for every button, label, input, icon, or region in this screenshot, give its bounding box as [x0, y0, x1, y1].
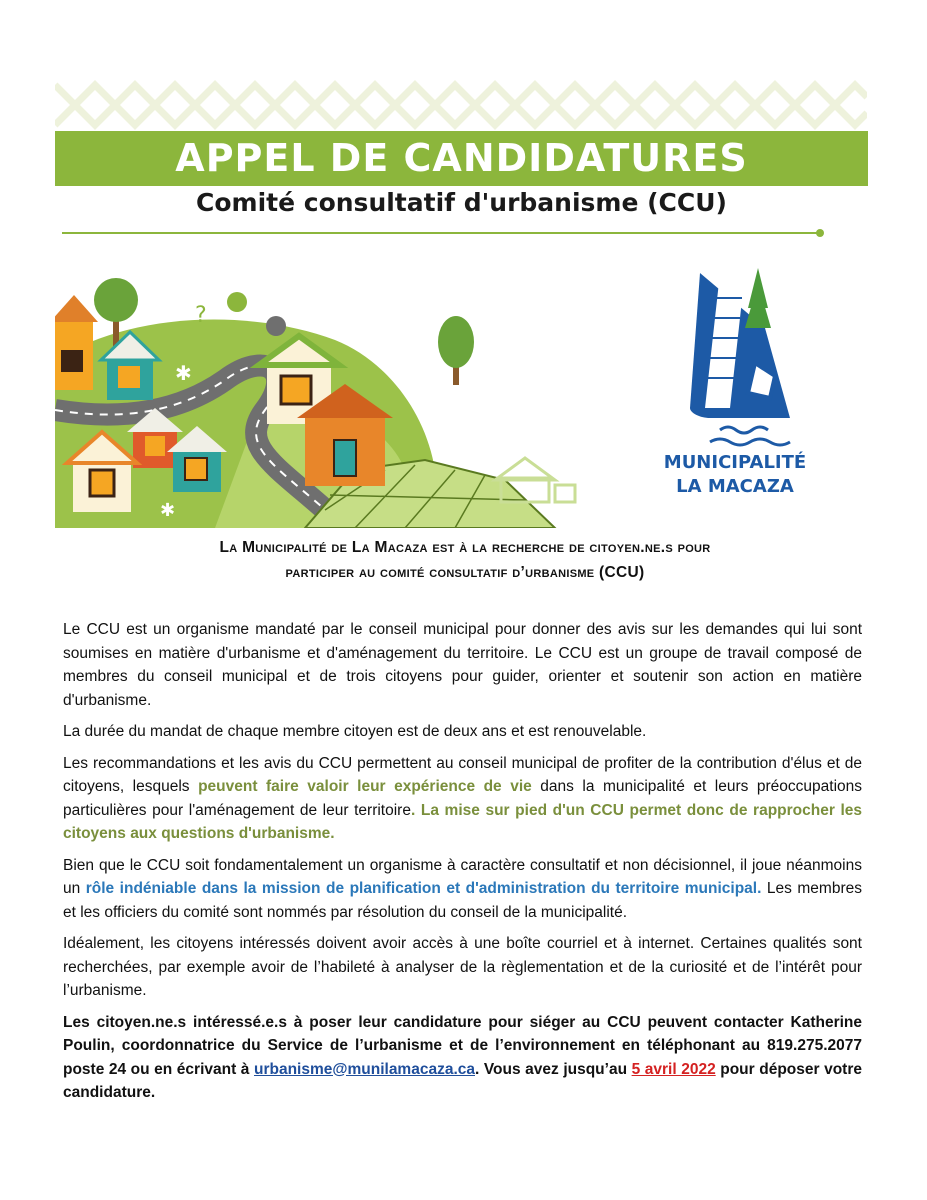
paragraph-contact: Les citoyen.ne.s intéressé.e.s à poser leur candidature pour siéger au CCU peuvent contacter Katherine Poulin, coordonnatrice du Service de l’urbanisme et de l’environnement en téléphonant au 819.275.2077 poste 24 ou en écrivant à urbanisme@munilamacaza.ca. Vous avez jusqu’au 5 avril 2022 pour déposer votre candidature.: [63, 1013, 862, 1101]
question-mark-icon: ?: [195, 303, 207, 328]
headline-line1: La Municipalité de La Macaza est à la recherche de citoyen.ne.s pour: [219, 539, 711, 556]
headline-line2: participer au comité consultatif d’urbanisme (CCU): [285, 564, 645, 581]
paragraph-mandate-duration: La durée du mandat de chaque membre citoyen est de deux ans et est renouvelable.: [63, 723, 647, 740]
highlight-ccu-purpose: . La mise sur pied d'un CCU permet donc de rapprocher les citoyens aux questions d'urbanisme.: [63, 801, 863, 842]
highlight-role: rôle indéniable dans la mission de planification et d'administration du territoire municipal.: [85, 880, 762, 897]
paragraph-consultative-role: Bien que le CCU soit fondamentalement un organisme à caractère consultatif et non décisionnel, il joue néanmoins un rôle indéniable dans la mission de planification et d'administration du territoire municipal. Les membres et les officiers du comité sont nommés par résolution du conseil de la municipalité.: [63, 856, 862, 921]
house-yellow-left: [55, 295, 98, 390]
svg-text:✱: ✱: [160, 500, 176, 521]
deadline-date: 5 avril 2022: [631, 1060, 716, 1078]
highlight-experience: peuvent faire valoir leur expérience de vie: [198, 778, 532, 795]
body-text: [63, 618, 862, 1113]
zigzag-pattern-decoration: [55, 70, 867, 130]
divider-rule: [62, 226, 827, 240]
banner-subtitle: Comité consultatif d'urbanisme (CCU): [196, 188, 727, 217]
paragraph-recommendations: Les recommandations et les avis du CCU permettent au conseil municipal de profiter de la contribution d'élus et de citoyens, lesquels peuvent faire valoir leur expérience de vie dans la municipalité et leurs préoccupations particulières pour l'aménagement de leur territoire. La mise sur pied d'un CCU permet donc de rapprocher les citoyens aux questions d'urbanisme.: [63, 754, 863, 842]
email-link[interactable]: urbanisme@munilamacaza.ca: [253, 1060, 475, 1078]
svg-text:✱: ✱: [175, 361, 192, 385]
banner-title: APPEL DE CANDIDATURES: [55, 131, 868, 186]
headline: [70, 535, 860, 585]
tree-right: [438, 316, 474, 385]
paragraph-ccu-definition: Le CCU est un organisme mandaté par le conseil municipal pour donner des avis sur les demandes qui lui sont soumises en matière d'urbanisme et d'aménagement du territoire. Le CCU est un groupe de travail composé de membres du conseil municipal et de trois citoyens pour guider, orienter et soutenir son action en matière d'urbanisme.: [63, 621, 862, 709]
paragraph-requirements: Idéalement, les citoyens intéressés doivent avoir accès à une boîte courriel et à internet. Certaines qualités sont recherchées, par exemple avoir de l’habileté à analyser de la règlementation et de la curiosité et de l’intérêt pour l’urbanisme.: [63, 935, 862, 999]
logo-text-line1: MUNICIPALITÉ: [663, 452, 807, 473]
logo-text-line2: LA MACAZA: [676, 476, 794, 497]
